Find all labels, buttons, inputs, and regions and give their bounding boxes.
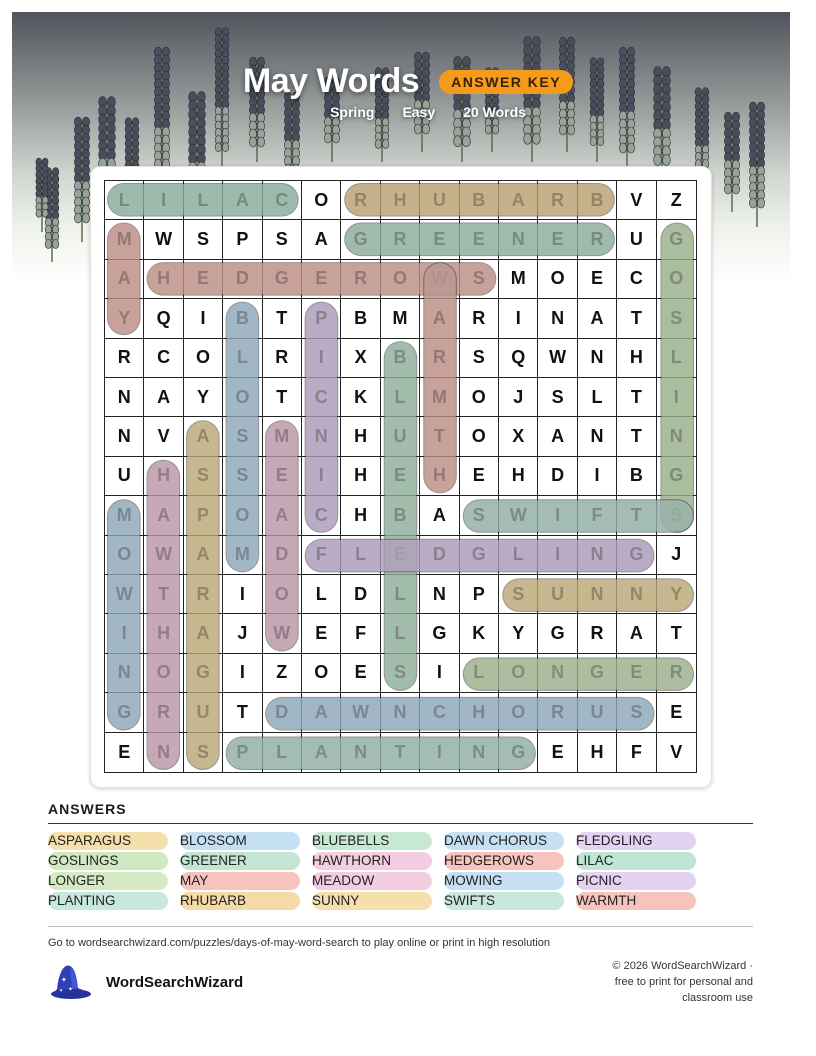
grid-cell[interactable]: M bbox=[263, 417, 302, 456]
grid-cell[interactable]: I bbox=[302, 339, 341, 378]
answer-word: PICNIC bbox=[576, 872, 696, 890]
answer-word: MEADOW bbox=[312, 872, 432, 890]
grid-cell[interactable]: R bbox=[341, 181, 380, 220]
grid-cell[interactable]: H bbox=[617, 339, 656, 378]
grid-cell[interactable]: F bbox=[578, 496, 617, 535]
grid-cell[interactable]: B bbox=[223, 299, 262, 338]
answer-word: SWIFTS bbox=[444, 892, 564, 910]
grid-cell[interactable]: P bbox=[223, 733, 262, 772]
grid-cell[interactable]: Y bbox=[499, 614, 538, 653]
puzzle-meta bbox=[0, 104, 816, 120]
grid-cell[interactable]: A bbox=[578, 299, 617, 338]
grid-cell[interactable]: R bbox=[538, 181, 577, 220]
grid-cell[interactable]: O bbox=[184, 339, 223, 378]
grid-cell[interactable]: U bbox=[184, 693, 223, 732]
grid-cell[interactable]: T bbox=[617, 299, 656, 338]
answer-word: DAWN CHORUS bbox=[444, 832, 564, 850]
grid-cell[interactable]: I bbox=[538, 496, 577, 535]
grid-cell[interactable]: K bbox=[341, 378, 380, 417]
grid-cell[interactable]: R bbox=[184, 575, 223, 614]
grid-cell[interactable]: N bbox=[578, 417, 617, 456]
grid-cell[interactable]: Y bbox=[184, 378, 223, 417]
grid-cell[interactable]: Q bbox=[144, 299, 183, 338]
grid-cell[interactable]: U bbox=[538, 575, 577, 614]
grid-cell[interactable]: N bbox=[302, 417, 341, 456]
answer-word: LONGER bbox=[48, 872, 168, 890]
grid-cell[interactable]: A bbox=[184, 536, 223, 575]
grid-cell[interactable]: I bbox=[105, 614, 144, 653]
grid-cell[interactable]: L bbox=[223, 339, 262, 378]
grid-cell[interactable]: S bbox=[617, 693, 656, 732]
grid-cell[interactable]: N bbox=[578, 536, 617, 575]
grid-cell[interactable]: T bbox=[657, 614, 696, 653]
grid-cell[interactable]: T bbox=[263, 299, 302, 338]
grid-cell[interactable]: H bbox=[144, 614, 183, 653]
svg-text:✦: ✦ bbox=[68, 987, 74, 993]
grid-cell[interactable]: H bbox=[420, 457, 459, 496]
grid-cell[interactable]: A bbox=[144, 496, 183, 535]
grid-cell[interactable]: O bbox=[381, 260, 420, 299]
answer-word: PLANTING bbox=[48, 892, 168, 910]
grid-cell[interactable]: N bbox=[460, 733, 499, 772]
copyright-line: classroom use bbox=[682, 992, 753, 1004]
grid-cell[interactable]: S bbox=[381, 654, 420, 693]
grid-cell[interactable]: A bbox=[223, 181, 262, 220]
answers-heading: ANSWERS bbox=[48, 801, 127, 817]
answer-word: ASPARAGUS bbox=[48, 832, 168, 850]
grid-cell[interactable]: E bbox=[302, 260, 341, 299]
grid-cell[interactable]: N bbox=[381, 693, 420, 732]
grid-cell[interactable]: B bbox=[381, 496, 420, 535]
answer-word: HEDGEROWS bbox=[444, 852, 564, 870]
grid-cell[interactable]: S bbox=[657, 299, 696, 338]
answer-key-badge: ANSWER KEY bbox=[439, 70, 573, 94]
grid-cell[interactable]: M bbox=[105, 220, 144, 259]
grid-cell[interactable]: P bbox=[460, 575, 499, 614]
grid-cell[interactable]: N bbox=[617, 575, 656, 614]
grid-cell[interactable]: O bbox=[302, 181, 341, 220]
grid-cell[interactable]: H bbox=[381, 181, 420, 220]
grid-cell[interactable]: L bbox=[657, 339, 696, 378]
grid-cell[interactable]: O bbox=[302, 654, 341, 693]
answer-word: WARMTH bbox=[576, 892, 696, 910]
grid-cell[interactable]: E bbox=[578, 260, 617, 299]
grid-cell[interactable]: I bbox=[420, 654, 459, 693]
grid-cell[interactable]: D bbox=[420, 536, 459, 575]
answer-word: HAWTHORN bbox=[312, 852, 432, 870]
grid-cell[interactable]: H bbox=[341, 457, 380, 496]
grid-cell[interactable]: S bbox=[460, 260, 499, 299]
title-row bbox=[0, 62, 816, 101]
grid-cell[interactable]: S bbox=[460, 496, 499, 535]
grid-cell[interactable]: E bbox=[381, 457, 420, 496]
grid-cell[interactable]: T bbox=[617, 378, 656, 417]
grid-cell[interactable]: N bbox=[657, 417, 696, 456]
answer-word: RHUBARB bbox=[180, 892, 300, 910]
grid-cell[interactable]: S bbox=[499, 575, 538, 614]
grid-cell[interactable]: R bbox=[381, 220, 420, 259]
grid-cell[interactable]: D bbox=[263, 693, 302, 732]
wizard-hat-icon bbox=[48, 962, 94, 1002]
grid-cell[interactable]: E bbox=[538, 220, 577, 259]
difficulty-label: Easy bbox=[402, 104, 436, 120]
grid-cell[interactable]: T bbox=[617, 496, 656, 535]
grid-cell[interactable]: N bbox=[105, 378, 144, 417]
grid-cell[interactable]: A bbox=[302, 220, 341, 259]
grid-cell[interactable]: A bbox=[538, 417, 577, 456]
grid-cell[interactable]: R bbox=[538, 693, 577, 732]
copyright-line: © 2026 WordSearchWizard · bbox=[612, 960, 753, 972]
grid-cell[interactable]: D bbox=[538, 457, 577, 496]
svg-text:✦: ✦ bbox=[59, 988, 64, 994]
grid-cell[interactable]: N bbox=[578, 575, 617, 614]
copyright-line: free to print for personal and bbox=[614, 976, 753, 988]
grid-cell[interactable]: L bbox=[381, 378, 420, 417]
grid-cell[interactable]: G bbox=[184, 654, 223, 693]
grid-cell[interactable]: U bbox=[617, 220, 656, 259]
grid-cell[interactable]: W bbox=[420, 260, 459, 299]
grid-cell[interactable]: T bbox=[381, 733, 420, 772]
grid-cell[interactable]: C bbox=[302, 378, 341, 417]
grid-cell[interactable]: O bbox=[460, 378, 499, 417]
grid-cell[interactable]: A bbox=[184, 614, 223, 653]
grid-cell[interactable]: G bbox=[578, 654, 617, 693]
grid-cell[interactable]: N bbox=[144, 733, 183, 772]
grid-cell[interactable]: L bbox=[460, 654, 499, 693]
grid-cell[interactable]: E bbox=[420, 220, 459, 259]
grid-cell[interactable]: G bbox=[263, 260, 302, 299]
grid-cell[interactable]: R bbox=[578, 220, 617, 259]
grid-cell[interactable]: Y bbox=[657, 575, 696, 614]
grid-cell[interactable]: N bbox=[420, 575, 459, 614]
grid-cell[interactable]: G bbox=[499, 733, 538, 772]
grid-cell[interactable]: S bbox=[657, 496, 696, 535]
grid-cell[interactable]: A bbox=[420, 299, 459, 338]
grid-cell[interactable]: N bbox=[105, 417, 144, 456]
divider bbox=[48, 926, 753, 927]
grid-cell[interactable]: M bbox=[420, 378, 459, 417]
grid-cell[interactable]: I bbox=[420, 733, 459, 772]
grid-cell[interactable]: G bbox=[460, 536, 499, 575]
grid-cell[interactable]: L bbox=[499, 536, 538, 575]
grid-cell[interactable]: R bbox=[657, 654, 696, 693]
grid-cell[interactable]: G bbox=[420, 614, 459, 653]
grid-cell[interactable]: U bbox=[105, 457, 144, 496]
grid-cell[interactable]: G bbox=[538, 614, 577, 653]
answer-word: MOWING bbox=[444, 872, 564, 890]
grid-cell[interactable]: I bbox=[223, 654, 262, 693]
grid-cell[interactable]: I bbox=[538, 536, 577, 575]
grid-cell[interactable]: W bbox=[144, 220, 183, 259]
grid-cell[interactable]: X bbox=[499, 417, 538, 456]
grid-cell[interactable]: G bbox=[341, 220, 380, 259]
grid-cell[interactable]: H bbox=[499, 457, 538, 496]
grid-cell[interactable]: S bbox=[184, 733, 223, 772]
grid-cell[interactable]: Z bbox=[263, 654, 302, 693]
grid-cell[interactable]: L bbox=[341, 536, 380, 575]
grid-cell[interactable]: U bbox=[420, 181, 459, 220]
grid-cell[interactable]: F bbox=[341, 614, 380, 653]
grid-cell[interactable]: E bbox=[460, 457, 499, 496]
grid-cell[interactable]: J bbox=[223, 614, 262, 653]
grid-cell[interactable]: S bbox=[184, 457, 223, 496]
grid-cell[interactable]: N bbox=[578, 339, 617, 378]
grid-cell[interactable]: A bbox=[184, 417, 223, 456]
grid-cell[interactable]: J bbox=[499, 378, 538, 417]
grid-cell[interactable]: A bbox=[302, 733, 341, 772]
page-title: May Words bbox=[242, 62, 420, 100]
grid-cell[interactable]: P bbox=[302, 299, 341, 338]
grid-cell[interactable]: I bbox=[302, 457, 341, 496]
grid-cell[interactable]: K bbox=[460, 614, 499, 653]
grid-cell[interactable]: R bbox=[420, 339, 459, 378]
grid-cell[interactable]: S bbox=[184, 220, 223, 259]
answer-word: FLEDGLING bbox=[576, 832, 696, 850]
footer-url: Go to wordsearchwizard.com/puzzles/days-of-may-word-search to play online or print in high resolution bbox=[48, 937, 550, 949]
answer-word: BLOSSOM bbox=[180, 832, 300, 850]
grid-cell[interactable]: T bbox=[223, 693, 262, 732]
grid-cell[interactable]: L bbox=[381, 614, 420, 653]
grid-cell[interactable]: M bbox=[105, 496, 144, 535]
grid-cell[interactable]: S bbox=[460, 339, 499, 378]
grid-cell[interactable]: H bbox=[460, 693, 499, 732]
letter-grid bbox=[104, 180, 697, 773]
divider bbox=[48, 823, 753, 824]
grid-cell[interactable]: U bbox=[381, 417, 420, 456]
grid-cell[interactable]: U bbox=[578, 693, 617, 732]
grid-cell[interactable]: D bbox=[223, 260, 262, 299]
grid-cell[interactable]: M bbox=[381, 299, 420, 338]
grid-cell[interactable]: L bbox=[184, 181, 223, 220]
grid-cell[interactable]: N bbox=[499, 220, 538, 259]
grid-cell[interactable]: R bbox=[341, 260, 380, 299]
grid-cell[interactable]: O bbox=[499, 693, 538, 732]
grid-cell[interactable]: T bbox=[420, 417, 459, 456]
grid-cell[interactable]: C bbox=[302, 496, 341, 535]
grid-cell[interactable]: O bbox=[223, 496, 262, 535]
grid-cell[interactable]: O bbox=[223, 378, 262, 417]
brand-name: WordSearchWizard bbox=[106, 973, 244, 991]
grid-cell[interactable]: Z bbox=[657, 181, 696, 220]
grid-cell[interactable]: A bbox=[144, 378, 183, 417]
grid-cell[interactable]: E bbox=[263, 457, 302, 496]
grid-cell[interactable]: O bbox=[460, 417, 499, 456]
grid-cell[interactable]: R bbox=[578, 614, 617, 653]
answers-list bbox=[48, 832, 753, 910]
grid-cell[interactable]: B bbox=[460, 181, 499, 220]
grid-cell[interactable]: C bbox=[263, 181, 302, 220]
grid-cell[interactable]: I bbox=[223, 575, 262, 614]
answer-word: MAY bbox=[180, 872, 300, 890]
grid-cell[interactable]: V bbox=[617, 181, 656, 220]
grid-cell[interactable]: H bbox=[144, 457, 183, 496]
grid-cell[interactable]: W bbox=[144, 536, 183, 575]
grid-cell[interactable]: N bbox=[538, 654, 577, 693]
grid-cell[interactable]: Q bbox=[499, 339, 538, 378]
grid-cell[interactable]: M bbox=[223, 536, 262, 575]
grid-cell[interactable]: R bbox=[144, 693, 183, 732]
grid-cell[interactable]: E bbox=[105, 733, 144, 772]
grid-cell[interactable]: J bbox=[657, 536, 696, 575]
grid-cell[interactable]: T bbox=[263, 378, 302, 417]
grid-cell[interactable]: F bbox=[302, 536, 341, 575]
grid-cell[interactable]: B bbox=[617, 457, 656, 496]
grid-cell[interactable]: A bbox=[302, 693, 341, 732]
grid-cell[interactable]: I bbox=[184, 299, 223, 338]
grid-cell[interactable]: E bbox=[341, 654, 380, 693]
grid-cell[interactable]: B bbox=[578, 181, 617, 220]
grid-cell[interactable]: G bbox=[657, 457, 696, 496]
word-count-label: 20 Words bbox=[463, 104, 526, 120]
grid-cell[interactable]: E bbox=[538, 733, 577, 772]
grid-cell[interactable]: E bbox=[184, 260, 223, 299]
answer-word: SUNNY bbox=[312, 892, 432, 910]
grid-cell[interactable]: E bbox=[657, 693, 696, 732]
grid-cell[interactable]: C bbox=[617, 260, 656, 299]
grid-cell[interactable]: N bbox=[538, 299, 577, 338]
grid-cell[interactable]: F bbox=[617, 733, 656, 772]
grid-cell[interactable]: O bbox=[538, 260, 577, 299]
grid-cell[interactable]: E bbox=[302, 614, 341, 653]
grid-cell[interactable]: W bbox=[538, 339, 577, 378]
grid-cell[interactable]: H bbox=[341, 496, 380, 535]
svg-text:✦: ✦ bbox=[61, 977, 67, 984]
grid-cell[interactable]: L bbox=[105, 181, 144, 220]
grid-cell[interactable]: A bbox=[105, 260, 144, 299]
grid-cell[interactable]: P bbox=[223, 220, 262, 259]
grid-cell[interactable]: N bbox=[105, 654, 144, 693]
answer-word: GREENER bbox=[180, 852, 300, 870]
grid-cell[interactable]: S bbox=[263, 220, 302, 259]
brand bbox=[48, 962, 243, 1002]
grid-cell[interactable]: W bbox=[263, 614, 302, 653]
grid-cell[interactable]: G bbox=[617, 536, 656, 575]
grid-cell[interactable]: G bbox=[657, 220, 696, 259]
grid-cell[interactable]: I bbox=[578, 457, 617, 496]
grid-cell[interactable]: V bbox=[670, 741, 683, 762]
grid-cell[interactable]: H bbox=[578, 733, 617, 772]
answer-word: GOSLINGS bbox=[48, 852, 168, 870]
grid-cell[interactable]: E bbox=[460, 220, 499, 259]
grid-cell[interactable]: O bbox=[657, 260, 696, 299]
grid-cell[interactable]: E bbox=[617, 654, 656, 693]
grid-cell[interactable]: V bbox=[144, 417, 183, 456]
grid-cell[interactable]: O bbox=[144, 654, 183, 693]
grid-cell[interactable]: D bbox=[341, 575, 380, 614]
grid-cell[interactable]: C bbox=[420, 693, 459, 732]
grid-cell[interactable]: R bbox=[105, 339, 144, 378]
grid-cell[interactable]: S bbox=[223, 457, 262, 496]
grid-cell[interactable]: M bbox=[499, 260, 538, 299]
grid-cell[interactable]: O bbox=[263, 575, 302, 614]
grid-cell[interactable]: A bbox=[420, 496, 459, 535]
grid-cell[interactable]: W bbox=[341, 693, 380, 732]
grid-cell[interactable]: I bbox=[144, 181, 183, 220]
grid-cell[interactable]: P bbox=[184, 496, 223, 535]
grid-cell[interactable]: E bbox=[381, 536, 420, 575]
grid-cell[interactable]: L bbox=[302, 575, 341, 614]
grid-cell[interactable]: T bbox=[144, 575, 183, 614]
copyright bbox=[563, 958, 753, 1006]
grid-cell[interactable]: B bbox=[381, 339, 420, 378]
grid-cell[interactable]: L bbox=[381, 575, 420, 614]
grid-cell[interactable]: H bbox=[341, 417, 380, 456]
grid-cell[interactable]: H bbox=[144, 260, 183, 299]
answer-word: BLUEBELLS bbox=[312, 832, 432, 850]
grid-cell[interactable]: T bbox=[617, 417, 656, 456]
grid-cell[interactable]: L bbox=[263, 733, 302, 772]
season-label: Spring bbox=[330, 104, 375, 120]
grid-cell[interactable]: A bbox=[499, 181, 538, 220]
grid-cell[interactable]: I bbox=[499, 299, 538, 338]
grid-cell[interactable]: B bbox=[341, 299, 380, 338]
grid-cell[interactable]: Y bbox=[105, 299, 144, 338]
grid-cell[interactable]: C bbox=[144, 339, 183, 378]
grid-cell[interactable]: R bbox=[460, 299, 499, 338]
grid-cell[interactable]: R bbox=[263, 339, 302, 378]
answer-word: LILAC bbox=[576, 852, 696, 870]
grid-cell[interactable]: A bbox=[263, 496, 302, 535]
grid-cell[interactable]: O bbox=[105, 536, 144, 575]
grid-cell[interactable]: S bbox=[223, 417, 262, 456]
grid-cell[interactable]: W bbox=[105, 575, 144, 614]
grid-cell[interactable]: I bbox=[657, 378, 696, 417]
grid-cell[interactable]: D bbox=[263, 536, 302, 575]
grid-cell[interactable]: S bbox=[538, 378, 577, 417]
grid-cell[interactable]: W bbox=[499, 496, 538, 535]
grid-cell[interactable]: N bbox=[341, 733, 380, 772]
grid-cell[interactable]: X bbox=[341, 339, 380, 378]
grid-cell[interactable]: G bbox=[105, 693, 144, 732]
grid-cell[interactable]: O bbox=[499, 654, 538, 693]
grid-cell[interactable]: A bbox=[617, 614, 656, 653]
grid-cell[interactable]: L bbox=[578, 378, 617, 417]
